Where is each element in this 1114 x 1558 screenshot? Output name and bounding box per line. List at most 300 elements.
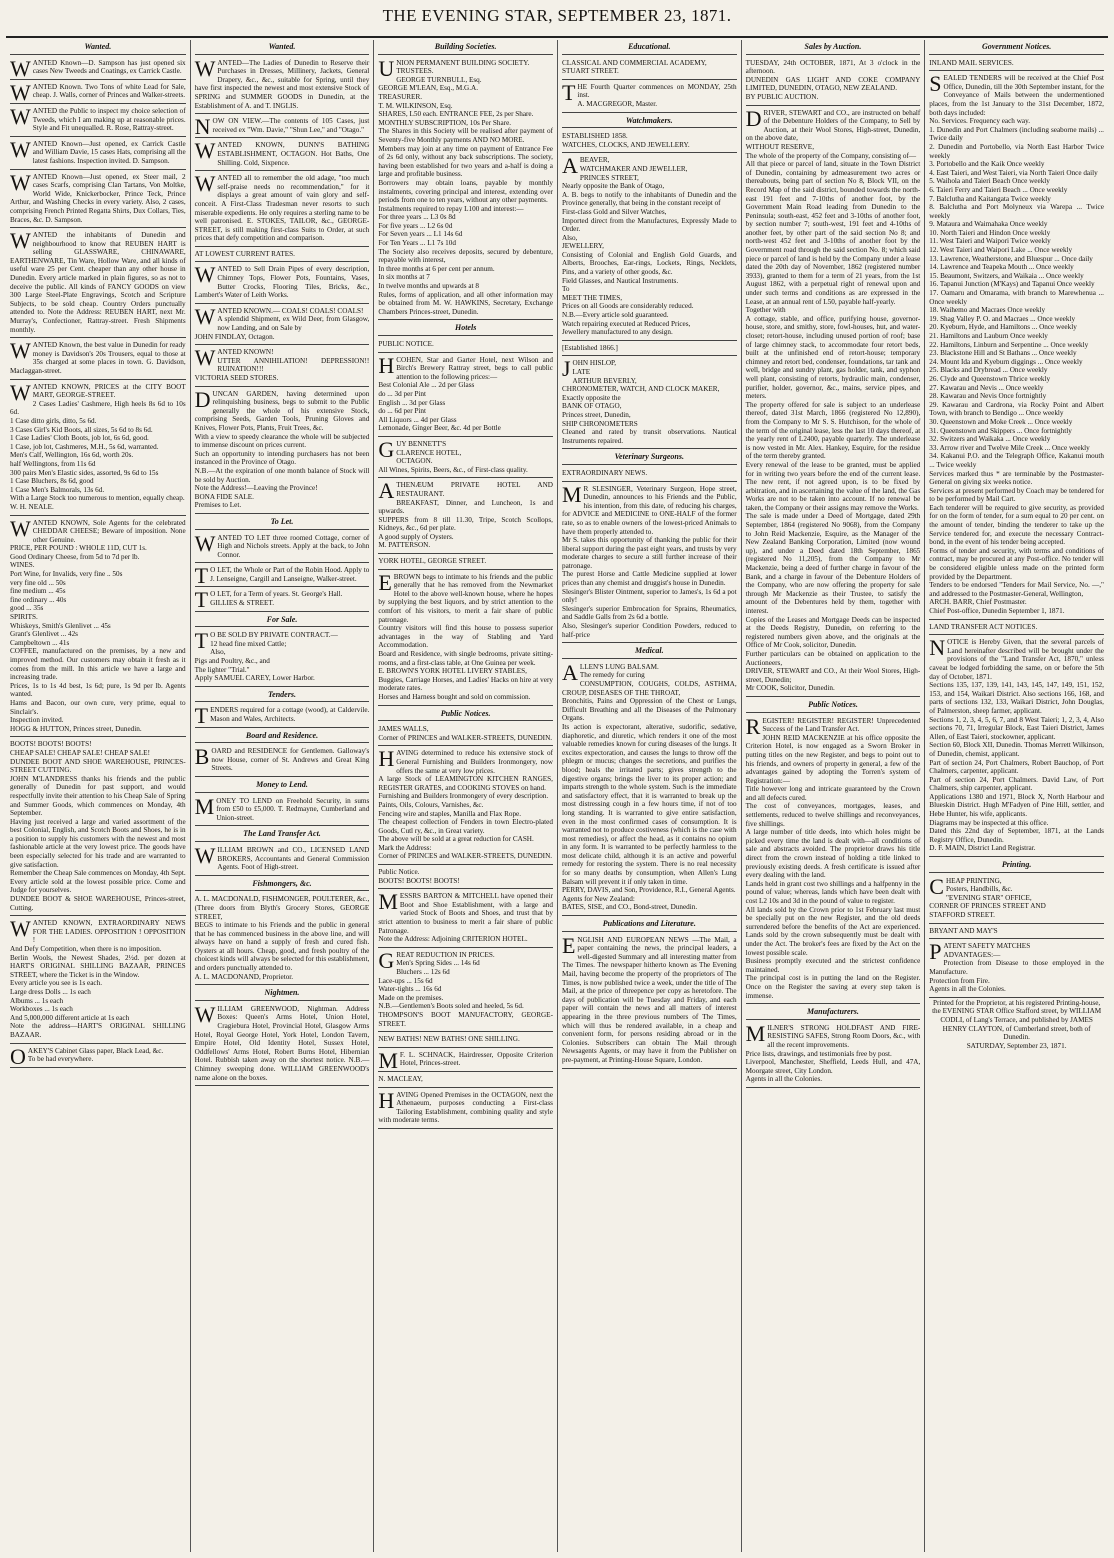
ad-text: Workboxes ... 1s each <box>10 1005 73 1014</box>
ad-paragraph <box>195 674 370 683</box>
ad-paragraph <box>378 935 553 944</box>
ad-paragraph <box>929 272 1104 281</box>
drop-cap: G <box>378 436 395 462</box>
ad-paragraph <box>378 248 553 265</box>
ad-paragraph <box>195 657 370 666</box>
ad-text: 21. Hamiltons and Lauburn Once weekly <box>929 332 1048 340</box>
ad-paragraph <box>10 544 186 553</box>
ad-paragraph <box>929 844 1104 853</box>
ad-paragraph <box>929 401 1104 418</box>
ad-paragraph <box>10 169 186 225</box>
ad-text: Services at present performed by Coach may be tendered for to be performed by Mail Cart. <box>929 486 1104 504</box>
ad-paragraph <box>195 357 370 374</box>
ad-paragraph <box>746 734 921 786</box>
ad-text: And 5,000,000 different article at 1s each <box>10 1013 130 1022</box>
ad-text: Slesinger's superior Embrocation for Sprains, Rheumatics, and Saddle Galls from 2s 6d a bottle. <box>561 604 737 622</box>
ad-paragraph <box>378 818 553 835</box>
section-heading: Public Notices. <box>746 698 921 713</box>
ad-paragraph <box>10 716 186 725</box>
ad-paragraph <box>929 169 1104 178</box>
ad-text: CHEAP SALE! CHEAP SALE! CHEAP SALE! <box>10 748 150 757</box>
ad-text: ANTED TO LET three roomed Cottage, corner of High and Nichols streets. Apply at the back, to John Connor. <box>217 533 370 559</box>
advertisement <box>562 57 737 80</box>
ad-paragraph <box>929 470 1104 487</box>
ad-text: O LET, for a Term of years. St. George's Hall. <box>210 590 343 599</box>
ad-paragraph <box>378 127 553 144</box>
ad-text: R SLESINGER, Veterinary Surgeon, Hope street, Dunedin, announces to his Friends and the Public, his intention, from this date, of reducing his charges, for ADVICE and MEDICINE to ONE-HALF of the former rate, so as to enable owners of the lowest-priced Animals to have them properly attended to. <box>561 484 737 536</box>
ad-paragraph <box>378 205 553 214</box>
ad-text: All Wines, Spirits, Beers, &c., of First-class quality. <box>378 465 528 474</box>
ad-text: Water-tights ... 16s 6d <box>378 985 442 994</box>
drop-cap: N <box>929 635 946 661</box>
ad-text: 1 Case, job lot, Cashmeres, M.H., 5s 6d, warranted. <box>10 442 159 451</box>
advertisement <box>195 57 370 115</box>
advertisement <box>562 934 737 1069</box>
ad-text: TUESDAY, 24th OCTOBER, 1871, At 3 o'clock in the afternoon. <box>745 58 921 76</box>
ad-paragraph <box>929 229 1104 238</box>
ad-text: Country visitors will find this house to possess superior advantages in the way of Stabling and Yard Accommodation. <box>378 624 553 650</box>
advertisement <box>562 130 737 153</box>
ad-text: ANTED KNOWN.— COALS! COALS! COALS! <box>217 306 364 315</box>
ad-paragraph <box>746 785 921 802</box>
advertisement <box>378 57 553 321</box>
section-heading: Board and Residence. <box>195 729 370 744</box>
drop-cap: J <box>561 356 571 382</box>
drop-cap: W <box>10 136 31 162</box>
ad-paragraph <box>10 622 186 631</box>
ad-paragraph <box>929 759 1104 776</box>
ad-text: half Wellingtons, from 11s 6d <box>10 459 96 468</box>
ad-text: 26. Clyde and Queenstown Thrice weekly <box>929 374 1051 383</box>
ad-text: Men's Calf, Wellington, 16s 6d, worth 20s. <box>10 451 134 460</box>
ad-text: ARCH. BARR, Chief Postmaster. <box>929 598 1027 607</box>
ad-paragraph <box>378 968 553 977</box>
advertisement <box>378 1089 553 1129</box>
ad-paragraph <box>562 320 737 329</box>
ad-paragraph <box>929 160 1104 169</box>
ad-text: Furnishing and Builders Ironmongery of every description. <box>378 792 549 801</box>
ad-text: YORK HOTEL, GEORGE STREET. <box>378 557 487 566</box>
ad-text: The Shares in this Society will be realised after payment of Seventy-five Monthly payments AND NO MORE. <box>378 127 553 144</box>
ad-paragraph <box>10 749 186 758</box>
drop-cap: W <box>194 1001 216 1027</box>
ad-paragraph <box>378 273 553 282</box>
ad-text: 1 Case Bluchers, 8s 6d, good <box>10 477 94 486</box>
ad-paragraph <box>378 265 553 274</box>
drop-cap: B <box>194 744 210 770</box>
ad-paragraph <box>378 1087 553 1125</box>
ad-text: AVING determined to reduce his extensive stock of General Furnishing and Builders Ironmongery, now offers the same at very low prices. <box>396 749 553 775</box>
ad-paragraph <box>10 988 186 997</box>
ad-paragraph <box>10 561 186 570</box>
ad-paragraph <box>929 959 1104 976</box>
ad-text: UTTER ANNIHILATION! DEPRESSION!! RUINATION!!! <box>217 356 370 374</box>
ad-signature: GILLIES & STREET. <box>210 599 275 608</box>
ad-paragraph <box>562 622 737 639</box>
ad-paragraph <box>195 315 370 332</box>
printer-imprint: Printed for the Proprietor, at his registered Printing-house, the EVENING STAR Office Stafford street, by WILLIAM CODLI, of Lang's Terrace, and published by JAMES HENRY CLAYTON, of Cumberland street, both of Dunedin. <box>932 998 1102 1042</box>
ad-paragraph <box>378 1075 553 1084</box>
drop-cap: W <box>194 138 216 164</box>
ad-text: Instalments required to repay L100 and interest:— <box>378 204 524 213</box>
ad-text: BREAKFAST, Dinner, and Luncheon, 1s and upwards. <box>378 498 553 516</box>
drop-cap: E <box>378 569 392 595</box>
ad-paragraph <box>378 239 553 248</box>
ad-paragraph <box>746 667 921 684</box>
ad-paragraph <box>929 358 1104 367</box>
ad-text: BOOTS! BOOTS! BOOTS! <box>378 876 460 885</box>
drop-cap: M <box>561 481 582 507</box>
ad-text: ANTED—The Ladies of Dunedin to Reserve their Purchases in Dresses, Millinery, Jackets, General Drapery, &c., &c., suitable for Spring, until they have first inspected the newest and most extensive Stock of SPRING and SUMMER GOODS in Dunedin, at the Establishment of A. and T. INGLIS. <box>194 58 370 110</box>
ad-paragraph <box>10 477 186 486</box>
section-heading: Wanted. <box>10 40 186 55</box>
ad-text: CHRONOMETER, WATCH, AND CLOCK MAKER, <box>561 385 720 394</box>
column <box>6 40 190 1552</box>
ad-text: Berlin Wools, the Newest Shades, 2½d. per dozen at HART'S ORIGINAL SHILLING BAZAAR, PRINCES STREET, where the Ticket is in the Window. <box>10 953 186 979</box>
advertisement <box>746 715 921 1005</box>
ad-text: ANTED the Public to inspect my choice selection of Tweeds, which I am making up at reasonable prices. Style and Fit unequalled. R. Rose, Rattray-street. <box>32 106 186 133</box>
ad-text: Sections 135, 137, 139, 141, 143, 145, 147, 149, 151, 152, 153, and 154, Waikari District. Also sections 166, 168, and parts of sections 132, 133, Waikari District, John Douglas, of Palmerston, sheep farmer, applicant. <box>929 681 1104 715</box>
ad-paragraph <box>378 424 553 433</box>
ad-text: Dated this 22nd day of September, 1871, at the Lands Registry Office, Dunedin. <box>929 827 1104 844</box>
ad-paragraph <box>194 1001 370 1082</box>
section-heading: Watchmakers. <box>562 114 737 129</box>
advertisement <box>929 57 1104 72</box>
advertisement <box>378 438 553 478</box>
section-heading: Sales by Auction. <box>746 40 921 55</box>
ad-paragraph <box>10 1014 186 1023</box>
ad-paragraph <box>195 433 370 450</box>
ad-text: OHN HISLOP, <box>572 359 617 368</box>
ad-paragraph <box>378 449 553 458</box>
ad-paragraph <box>746 143 921 152</box>
ad-text: 3. Portobello and the Kaik Once weekly <box>929 160 1045 169</box>
advertisement <box>562 483 737 644</box>
ad-paragraph <box>378 959 553 968</box>
advertisement <box>929 875 1104 924</box>
ad-text: ESTABLISHED 1858. <box>561 132 628 141</box>
drop-cap: W <box>10 103 31 129</box>
ad-text: 34. Kakanui P.O. and the Telegraph Office, Kakanui mouth ... Twice weekly <box>929 452 1104 469</box>
ad-paragraph <box>746 616 921 650</box>
section-heading: Money to Lend. <box>195 778 370 793</box>
ad-signature: A. MACGREGOR, Master. <box>577 99 658 108</box>
ad-text: 24. Mount Ida and Kyeburn diggings ... Once weekly <box>929 357 1083 366</box>
ad-text: VICTORIA SEED STORES. <box>194 374 279 382</box>
ad-paragraph <box>378 1002 553 1011</box>
ad-paragraph <box>746 1050 921 1059</box>
ad-paragraph <box>378 145 553 179</box>
advertisement <box>378 338 553 353</box>
section-heading: Veterinary Surgeons. <box>562 450 737 465</box>
ad-text: do ... 3d per Pint <box>378 389 427 398</box>
drop-cap: T <box>194 587 209 613</box>
advertisement <box>562 342 737 357</box>
column <box>557 40 741 1552</box>
ad-paragraph <box>195 374 370 383</box>
ad-paragraph <box>929 280 1104 289</box>
advertisement <box>378 354 553 437</box>
ad-paragraph <box>194 793 370 823</box>
advertisement <box>562 154 737 340</box>
ad-paragraph <box>378 213 553 222</box>
drop-cap: G <box>378 947 395 973</box>
ad-text: 19. Shag Valley P. O. and Macraes ... Once weekly <box>929 314 1076 323</box>
drop-cap: U <box>378 55 395 81</box>
ad-paragraph <box>194 55 370 111</box>
advertisement <box>746 1022 921 1088</box>
ad-paragraph <box>562 385 737 394</box>
ad-paragraph <box>562 217 737 234</box>
ad-text: Cleaned and rated by transit observations. Nautical Instruments repaired. <box>561 428 737 445</box>
ad-paragraph <box>194 703 370 729</box>
ad-paragraph <box>929 306 1104 315</box>
ad-paragraph <box>10 596 186 605</box>
ad-paragraph <box>929 741 1104 758</box>
advertisement <box>746 107 921 697</box>
ad-text: PERRY, DAVIS, and Son, Providence, R.I., General Agents. <box>561 886 736 895</box>
ad-text: ANTED all to remember the old adage, "too much self-praise needs no recommendation," for it displays a great amount of vain glory and self-conceit. A First-Class Tradesman never resorts to such miserable expedients. He only requires a sterling name to be well patronised. E. STOKES, TAILOR, &c., GEORGE-STREET, is still making first-class Suits to Order, at such prices that defy competition and comparison. <box>194 174 370 243</box>
ad-paragraph <box>194 563 370 589</box>
ad-paragraph <box>378 569 553 625</box>
ad-paragraph <box>10 818 186 870</box>
ad-paragraph <box>929 366 1104 375</box>
ad-text: Applications 1380 and 1971, Block X, North Harbour and Blueskin District. Hugh M'Fadyen of Pine Hill, settler, and Hebe Hunter, his wife, applicants. <box>929 792 1104 819</box>
drop-cap: H <box>378 352 395 378</box>
ad-text: NEW BATHS! NEW BATHS! ONE SHILLING. <box>378 1035 520 1044</box>
ad-paragraph <box>746 461 921 513</box>
ad-text: TREASURER. <box>378 92 423 101</box>
ad-text: 12 head fine mixed Cattle; <box>210 639 287 648</box>
ad-text: Lemonade, Ginger Beer, &c. 4d per Bottle <box>378 424 501 433</box>
ad-paragraph <box>562 671 737 680</box>
ad-text: Note the address—HART'S ORIGINAL SHILLING BAZAAR. <box>10 1022 186 1039</box>
ad-paragraph <box>378 650 553 667</box>
advertisement <box>929 940 1104 998</box>
ad-paragraph <box>562 402 737 411</box>
ad-text: All that piece or parcel of land, situate in the Town District of Dunedin, containing by admeasurement two acres or thereabouts, being part of section No 8, Block VII, on the Record Map of the said district, bounded towards the north-east 191 feet and 7-10ths of another foot, by the Government Main Road leading from Dunedin to the Peninsula; south-east, 452 feet and 3-10ths of another foot, by section number 7; south-west, 191 feet and 4-10ths of another feet, by other part of the said section No 8; and north-west 452 feet and 3-10ths of another foot by the Government road through the said section No. 8; which said piece or parcel of land is held by the Company under a lease dated the 20th day of November, 1862 (registered number 3933), granted to them for a term of 21 years, from the 1st August 1862, with a perpetual right of renewal upon and under such terms and conditions as are expressed in the Lease, at an annual rent of L50, payable half-yearly. <box>745 160 921 306</box>
drop-cap: W <box>10 338 31 364</box>
drop-cap: T <box>194 628 209 654</box>
ad-text: GEORGE M'LEAN, Esq., M.G.A. <box>378 84 479 93</box>
ad-text: THOMPSON'S BOOT MANUFACTORY, GEORGE-STREET. <box>378 1010 553 1028</box>
ad-paragraph <box>929 220 1104 229</box>
drop-cap: C <box>929 873 944 899</box>
ad-text: Grant's Glenlivet ... 42s <box>10 630 78 639</box>
advertisement <box>195 532 370 564</box>
drop-cap: E <box>561 932 576 958</box>
ad-paragraph <box>10 570 186 579</box>
ad-text: LLEN'S LUNG BALSAM. <box>579 662 659 671</box>
advertisement <box>929 925 1104 940</box>
advertisement <box>10 138 186 170</box>
ad-paragraph <box>929 126 1104 143</box>
ad-text: NGLISH AND EUROPEAN NEWS —The Mail, a paper containing the news, the principal leaders, a well-digested Summary and all interesting matter from The Times. The newspaper hitherto known as The Evening Mail, having become the property of the proprietors of The Times, is now published twice a week, under the title of The Mail, at the price of threepence per copy as heretofore. The days of publication will be Tuesday and Friday, and each paper will contain the news and all matters of interest appearing in the three previous numbers of The Times, which will thus be rendered available, in a cheap and convenient form, for persons residing abroad or in the Colonies. Subscribers can obtain The Mail through Newsagents Agents, or may have it from the Publisher on pre-payment, at Printing-House Square, London. <box>561 935 737 1064</box>
ad-text: No. Services. Frequency each way. <box>929 117 1031 126</box>
ad-paragraph <box>378 499 553 516</box>
ad-paragraph <box>10 379 186 405</box>
ad-paragraph <box>929 894 1104 903</box>
ad-text: Having just received a large and varied assortment of the best Colonial, English, and Scotch Boots and Shoes, he is in a position to supply his customers with the newest and most fashionable article at the very lowest price. The goods have been especially selected for his trade and are warranted to give satisfaction. <box>10 817 186 869</box>
ad-text: JEWELLERY, <box>561 242 604 251</box>
section-heading: Building Societies. <box>378 40 553 55</box>
ad-paragraph <box>195 921 370 973</box>
ad-paragraph <box>746 152 921 161</box>
ad-text: 1. Dunedin and Port Chalmers (including seaborne mails) ... Twice daily <box>929 125 1104 143</box>
ad-paragraph <box>929 885 1104 894</box>
column <box>373 40 557 1552</box>
ad-paragraph <box>562 469 737 478</box>
ad-paragraph <box>746 957 921 974</box>
ad-text: ADVANTAGES:— <box>943 950 1001 959</box>
ad-text: Mr COOK, Solicitor, Dunedin. <box>745 684 835 693</box>
ad-paragraph <box>929 71 1104 117</box>
drop-cap: N <box>194 114 211 140</box>
ad-paragraph <box>378 792 553 801</box>
ad-text: LATE <box>572 368 591 376</box>
ad-paragraph <box>562 67 737 76</box>
ad-text: Nearly opposite the Bank of Otago, <box>561 182 665 191</box>
ad-text: E. BROWN'S YORK HOTEL LIVERY STABLES, <box>378 667 527 676</box>
ad-paragraph <box>195 450 370 467</box>
ad-text: 8. Balclutha and Port Molyneux via Warepa ... Twice weekly <box>929 203 1104 220</box>
ad-paragraph <box>929 384 1104 393</box>
ad-paragraph <box>378 416 553 425</box>
ad-text: BOOTS! BOOTS! BOOTS! <box>10 740 92 749</box>
ad-text: The lighter "Trial." <box>194 665 250 674</box>
ad-paragraph <box>561 481 737 537</box>
ad-text: And Defy Competition, when there is no imposition. <box>10 945 162 953</box>
ad-paragraph <box>378 352 553 382</box>
ad-text: T. M. WILKINSON, Esq. <box>378 101 453 110</box>
ad-paragraph <box>194 138 370 167</box>
ad-text: English ... 3d per Glass <box>378 398 446 407</box>
section-heading: Government Notices. <box>929 40 1104 55</box>
ad-signature: JOHN FINDLAY, Octagon. <box>194 332 275 341</box>
ad-text: HEAP PRINTING, <box>945 876 1002 885</box>
ad-text: Slesinger's Blister Ointment, superior to James's, 1s 6d a pot only! <box>561 587 737 605</box>
ad-paragraph <box>10 55 186 81</box>
ad-text: 11. West Taieri and Waipori Twice weekly <box>929 237 1051 246</box>
ad-paragraph <box>929 177 1104 186</box>
ad-text: Agents for New Zealand: <box>561 894 635 903</box>
ad-text: The principal cost is in putting the land on the Register. Once on the Register the saving at every step taken is immense. <box>745 974 921 1000</box>
ad-text: Campbeltown ... 41s <box>10 638 70 647</box>
ad-text: Together with <box>745 306 786 315</box>
ad-paragraph <box>378 810 553 819</box>
ad-paragraph <box>929 444 1104 453</box>
ad-text: Prices, 1s to 1s 4d best, 1s 6d; pure, 1s 9d per lb. Agents wanted. <box>10 681 186 699</box>
ad-text: OTICE is Hereby Given, that the several parcels of Land hereinafter described will be brought under the provisions of the "Land Transfer Act, 1870," unless caveat be lodged forbidding the same, on or before the 5th day of October, 1871. <box>929 638 1104 681</box>
ad-paragraph <box>929 977 1104 986</box>
ad-text: OW ON VIEW.—The contents of 105 Cases, just received ex "Wm. Davie," "Shun Lee," and "Otago." <box>212 117 370 134</box>
ad-paragraph <box>929 504 1104 547</box>
ad-paragraph <box>562 182 737 191</box>
ad-paragraph <box>10 1022 186 1039</box>
ad-text: 1 Case ditto girls, ditto, 5s 6d. <box>10 416 97 425</box>
ad-text: The purest Horse and Cattle Medicine supplied at lower prices than any chemist and druggist's house in Dunedin. <box>561 570 737 588</box>
ad-text: Posters, Handbills, &c. <box>945 885 1013 894</box>
ad-paragraph <box>378 725 553 734</box>
column <box>741 40 925 1552</box>
ad-paragraph <box>378 230 553 239</box>
ad-paragraph <box>378 844 553 853</box>
ad-paragraph <box>745 1020 921 1050</box>
ad-paragraph <box>929 203 1104 220</box>
ad-paragraph <box>10 1055 186 1064</box>
ad-paragraph <box>746 650 921 667</box>
ad-text: Protection from Disease to those employed in the Manufacture. <box>929 959 1104 976</box>
ad-text: Every renewal of the lease to be granted, must be applied for in writing two years before the end of the current lease. The new rent, if not agreed upon, is to be fixed by arbitration, and in ascertaining the value of the land, the Gas Works are not to be taken into account. If no renewal be taken, the Company or their assigns may remove the Works. <box>745 460 921 512</box>
drop-cap: T <box>194 703 209 729</box>
ad-paragraph <box>562 344 737 353</box>
ad-paragraph <box>746 1075 921 1084</box>
ad-text: AKEY'S Cabinet Glass paper, Black Lead, &c. <box>27 1046 164 1055</box>
ad-text: COFFEE, manufactured on the premises, by a new and improved method. Our customers may obtain it fresh as it comes from the mill. In this article we have a large and increasing trade. <box>10 647 186 682</box>
ad-text: Good Ordinary Cheese, from 5d to 7d per lb. <box>10 552 140 561</box>
ad-text: AVING Opened Premises in the OCTAGON, next the Athenaeum, purposes conducting a First-class Tailoring Establishment, combining quality and style with moderate terms. <box>378 1090 553 1125</box>
advertisement <box>195 346 370 386</box>
ad-text: O LET, the Whole or Part of the Robin Hood. Apply to J. Lenseigne, Cargill and Lanseigne, Walker-street. <box>210 566 370 583</box>
ad-text: A cottage, stable, and office, purifying house, governor-house, store, and smithy, store, fowl-houses, hut, and water-closet; retort-house, including unused portion of roof; base of large chimney stack, to accommodate four retort beds, built at the unfinished end of retort-house; temporary chimney and retort bed, condenser, foundations, tar tank and well, bridge and sundry plant, gas holder, tank, and syphon well plant, consisting of retorts, hydraulic main, condenser, purifier, holder, governor, &c., mains, service pipes, and meters. <box>745 314 921 401</box>
ad-text: The sale is made under a Deed of Mortgage, dated 29th September, 1864 (registered No 9068), from the Company to John Reid Mackenzie, Esquire, as the Manager of the New Zealand Banking Corporation, Limited (now wound up), and under a Deed dated 18th September, 1865 (registered No 11,205), from the Company to Mr Mackenzie, being a deed of further charge in favour of the Bank, and a charge in favour of the Debenture Holders of the Company, who are now offering the property for sale through Mr Mackenzie as their Trustee, to satisfy the amount of the Debentures held by them, together with interest. <box>745 512 921 615</box>
ad-paragraph <box>10 103 186 133</box>
drop-cap: T <box>561 79 576 105</box>
ad-paragraph <box>562 895 737 904</box>
ad-paragraph <box>746 59 921 76</box>
ad-paragraph <box>10 997 186 1006</box>
ad-text: EXTRAORDINARY NEWS. <box>561 468 648 477</box>
drop-cap: M <box>378 1047 398 1073</box>
ad-text: Diagrams may be inspected at this office. <box>929 818 1049 827</box>
ad-paragraph <box>378 340 553 349</box>
ad-text: ENDERS required for a cottage (wood), at Caldervile. Mason and Wales, Architects. <box>210 706 370 723</box>
ad-text: 10. North Taieri and Hindon Once weekly <box>929 228 1051 237</box>
ad-paragraph <box>929 623 1104 632</box>
ad-paragraph <box>929 349 1104 358</box>
ad-text: "EVENING STAR" OFFICE, <box>945 893 1032 902</box>
ad-paragraph <box>562 311 737 320</box>
drop-cap: W <box>194 262 216 288</box>
ad-paragraph <box>929 951 1104 960</box>
advertisement <box>195 564 370 587</box>
ad-text: Agents in all the Colonies. <box>745 1075 823 1084</box>
ad-paragraph <box>745 713 921 739</box>
ad-text: 22. Hamiltons, Linburn and Serpentine ... Once weekly <box>929 340 1089 349</box>
advertisement <box>378 866 553 889</box>
ad-paragraph <box>378 67 553 76</box>
ad-text: Albums ... 1s each <box>10 996 64 1005</box>
ad-text: Part of section 24, Port Chalmers. David Law, of Port Chalmers, ship carpenter, applicant. <box>929 775 1104 793</box>
advertisement <box>195 305 370 345</box>
ad-paragraph <box>562 242 737 251</box>
ad-text: 14. Lawrence and Teapeka Mouth ... Once weekly <box>929 263 1074 272</box>
ad-text: 29. Kawarau and Cardrona, via Rocky Point and Albert Town, with branch to Bendigo ... Once weekly <box>929 400 1104 418</box>
ad-text: JAMES WALLS, <box>378 725 429 734</box>
ad-text: COHEN, Star and Garter Hotel, next Wilson and Birch's Brewery Rattray street, begs to call public attention to the following prices:— <box>396 355 553 381</box>
section-heading: For Sale. <box>195 613 370 628</box>
ad-text: INLAND MAIL SERVICES. <box>929 58 1014 67</box>
ad-paragraph <box>746 802 921 828</box>
ad-paragraph <box>929 793 1104 819</box>
ad-paragraph <box>10 954 186 980</box>
ad-text: A large number of title deeds, into which holes might be picked every time the land is dealt with—all conditions of sale and abstracts avoided. The proprietor draws his title direct from the crown instead of holding a title linked to previously existing deeds. A fresh certificate is issued after every dealing with the land. <box>745 828 921 880</box>
ad-text: ANTED KNOWN, Sole Agents for the celebrated CHEDDAR CHEESE; Beware of imposition. None other Genuine. <box>32 518 186 544</box>
ad-text: Jewellery manufactured to any design. <box>561 328 673 337</box>
ad-paragraph <box>10 494 186 503</box>
ad-text: ARTHUR BEVERLY, <box>572 376 637 385</box>
ad-text: Business promptly executed and the strictest confidence maintained. <box>745 957 921 974</box>
